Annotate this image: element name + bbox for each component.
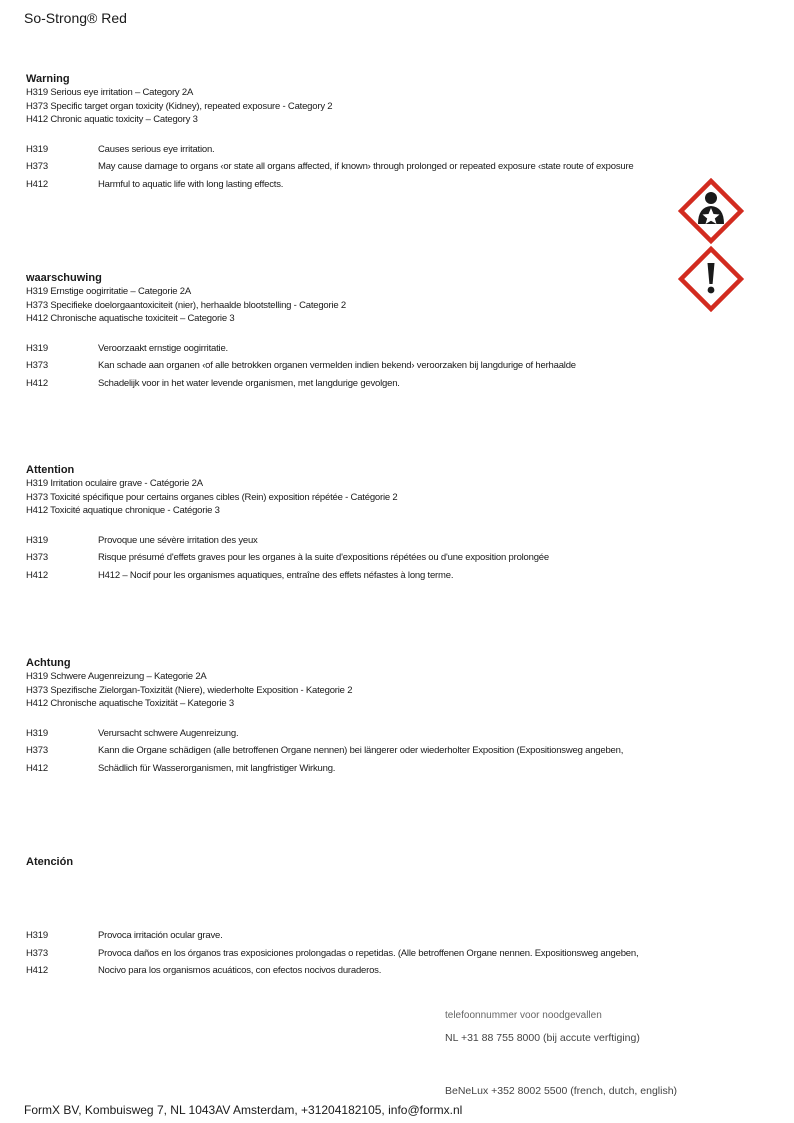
section-spanish — [26, 855, 726, 869]
hazard-code: H373 — [26, 745, 48, 756]
section-heading: Achtung — [26, 657, 71, 669]
hazard-text: H412 – Nocif pour les organismes aquatiques, entraîne des effets néfastes à long terme. — [98, 569, 454, 581]
hazard-statement-row — [26, 762, 726, 780]
section-english — [26, 72, 726, 195]
classification-line: H373 Toxicité spécifique pour certains organes cibles (Rein) exposition répétée - Catégorie 2 — [26, 491, 398, 503]
section-dutch — [26, 271, 726, 394]
classification-line: H412 Chronische aquatische Toxizität – Kategorie 3 — [26, 698, 234, 709]
hazard-text: Provoca irritación ocular grave. — [98, 930, 223, 941]
section-french — [26, 463, 726, 586]
hazard-statement-row — [26, 947, 726, 965]
hazard-text: Harmful to aquatic life with long lasting effects. — [98, 178, 284, 190]
hazard-statement-row — [26, 160, 726, 178]
hazard-statement-row — [26, 178, 726, 196]
hazard-code: H319 — [26, 930, 48, 941]
hazard-code: H412 — [26, 762, 48, 774]
hazard-statement-row — [26, 359, 726, 377]
hazard-code: H412 — [26, 965, 48, 976]
hazard-statement-row — [26, 534, 726, 552]
exclamation-mark-icon — [678, 246, 744, 312]
hazard-statement-row — [26, 929, 726, 947]
classification-line: H412 Chronische aquatische toxiciteit – Categorie 3 — [26, 313, 235, 324]
section-heading: Atención — [26, 856, 74, 868]
hazard-statement-row — [26, 377, 726, 395]
section-german — [26, 656, 726, 779]
hazard-code: H412 — [26, 569, 48, 581]
hazard-text: Provoque une sévère irritation des yeux — [98, 534, 258, 546]
hazard-text: Provoca daños en los órganos tras exposiciones prolongadas o repetidas. (Alle betroffenen Organe nennen. Expositionsweg angeben, — [98, 947, 639, 959]
benelux-emergency-phone: BeNeLux +352 8002 5500 (french, dutch, english) — [445, 1085, 678, 1097]
hazard-text: Verursacht schwere Augenreizung. — [98, 727, 239, 739]
section-heading: waarschuwing — [26, 272, 102, 284]
hazard-statement-row — [26, 744, 726, 762]
hazard-code: H412 — [26, 377, 48, 389]
hazard-code: H319 — [26, 342, 48, 354]
classification-line: H373 Specifieke doelorgaantoxiciteit (nier), herhaalde blootstelling - Categorie 2 — [26, 299, 346, 311]
classification-line: H319 Irritation oculaire grave - Catégorie 2A — [26, 478, 203, 489]
classification-line: H319 Schwere Augenreizung – Kategorie 2A — [26, 671, 207, 682]
classification-line: H412 Toxicité aquatique chronique - Catégorie 3 — [26, 505, 220, 516]
classification-line: H412 Chronic aquatic toxicity – Category 3 — [26, 114, 198, 125]
classification-line: H319 Ernstige oogirritatie – Categorie 2A — [26, 286, 192, 297]
hazard-statement-row — [26, 342, 726, 360]
hazard-code: H412 — [26, 178, 48, 190]
hazard-code: H319 — [26, 143, 48, 155]
nl-emergency-phone: NL +31 88 755 8000 (bij accute verftiging) — [445, 1032, 640, 1044]
classification-line: H319 Serious eye irritation – Category 2A — [26, 87, 194, 98]
hazard-code: H373 — [26, 552, 48, 563]
classification-line: H373 Specific target organ toxicity (Kidney), repeated exposure - Category 2 — [26, 100, 333, 112]
hazard-code: H373 — [26, 360, 48, 371]
hazard-statement-row — [26, 143, 726, 161]
hazard-text: May cause damage to organs ‹or state all organs affected, if known› through prolonged or repeated exposure ‹state route of exposure — [98, 161, 634, 172]
hazard-text: Causes serious eye irritation. — [98, 143, 215, 155]
document-title: So-Strong® Red — [24, 10, 127, 26]
hazard-text: Veroorzaakt ernstige oogirritatie. — [98, 342, 228, 354]
section-heading: Warning — [26, 73, 70, 85]
hazard-text: Risque présumé d'effets graves pour les organes à la suite d'expositions répétées ou d'une exposition prolongée — [98, 552, 549, 563]
hazard-text: Schadelijk voor in het water levende organismen, met langdurige gevolgen. — [98, 377, 400, 389]
hazard-code: H373 — [26, 947, 48, 959]
footer-address: FormX BV, Kombuisweg 7, NL 1043AV Amsterdam, +31204182105, info@formx.nl — [24, 1103, 463, 1117]
hazard-statement-row — [26, 964, 726, 982]
hazard-code: H373 — [26, 161, 48, 172]
health-hazard-icon — [678, 178, 744, 244]
hazard-statement-row — [26, 569, 726, 587]
classification-line: H373 Spezifische Zielorgan-Toxizität (Niere), wiederholte Exposition - Kategorie 2 — [26, 684, 353, 696]
section-heading: Attention — [26, 464, 75, 476]
hazard-text: Nocivo para los organismos acuáticos, con efectos nocivos duraderos. — [98, 965, 382, 976]
hazard-code: H319 — [26, 534, 48, 546]
hazard-statement-row — [26, 551, 726, 569]
emergency-label: telefoonnummer voor noodgevallen — [445, 1010, 602, 1021]
hazard-statement-row — [26, 727, 726, 745]
section-spanish-statements — [26, 929, 726, 982]
hazard-text: Kann die Organe schädigen (alle betroffenen Organe nennen) bei längerer oder wiederholter Exposition (Expositionsweg angeben, — [98, 745, 624, 756]
hazard-code: H319 — [26, 727, 48, 739]
hazard-text: Schädlich für Wasserorganismen, mit langfristiger Wirkung. — [98, 762, 336, 774]
hazard-text: Kan schade aan organen ‹of alle betrokken organen vermelden indien bekend› veroorzaken bij langdurige of herhaalde — [98, 360, 576, 371]
